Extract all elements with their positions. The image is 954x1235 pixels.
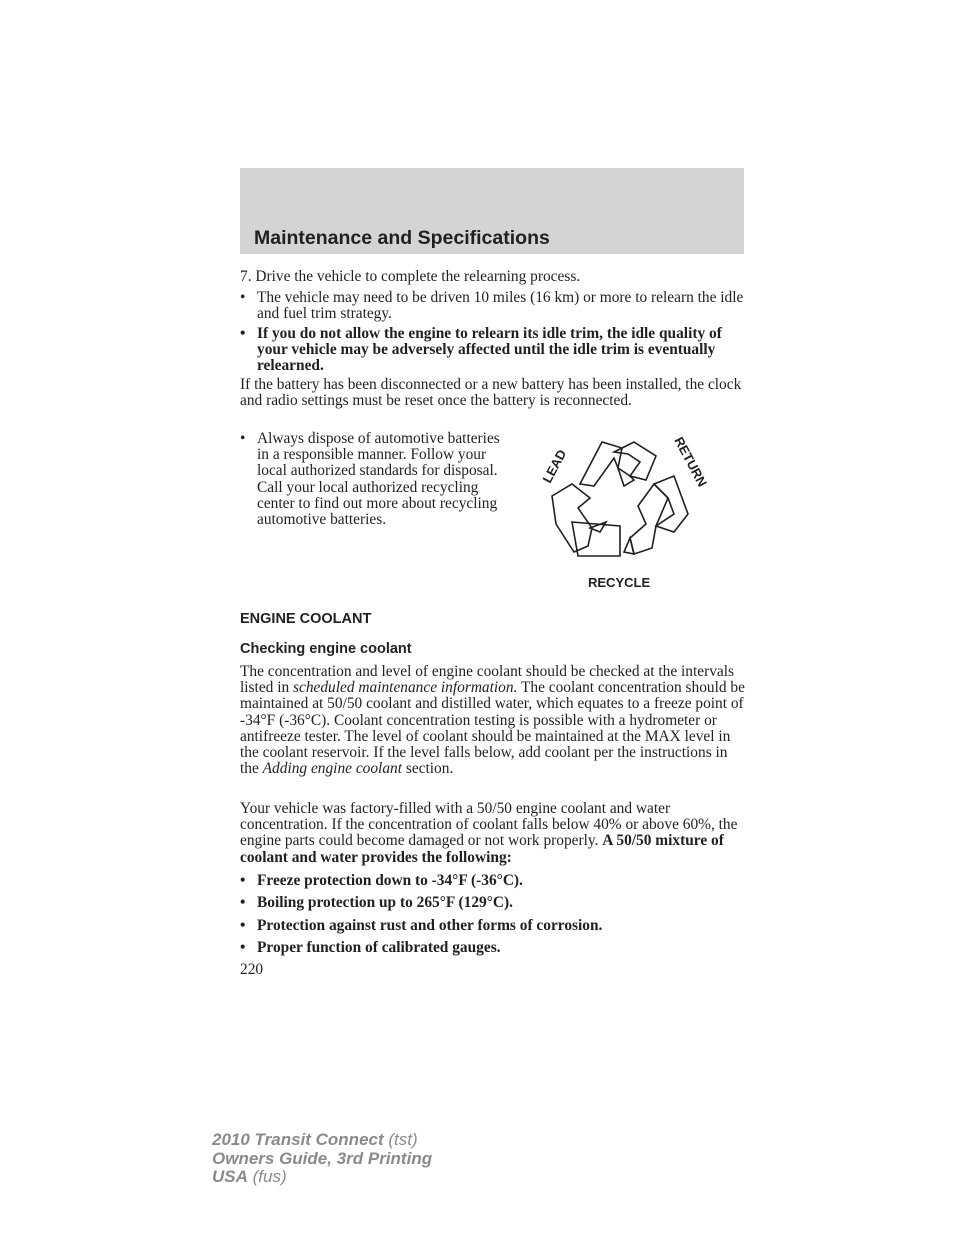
bullet-battery-disposal — [240, 431, 502, 528]
recycle-arrows-icon — [528, 428, 728, 598]
bullet-dot: • — [240, 430, 246, 447]
mixture-emphasis: A 50/50 mixture of coolant and water provides the following: — [240, 832, 724, 866]
footer-market: USA — [212, 1167, 248, 1186]
bullet-text: The vehicle may need to be driven 10 miles (16 km) or more to relearn the idle and fuel trim strategy. — [257, 289, 744, 323]
footer-guide: Owners Guide, 3rd Printing — [212, 1148, 433, 1168]
factory-fill-paragraph — [240, 801, 746, 866]
recycle-graphic — [528, 428, 728, 598]
bullet-text: Proper function of calibrated gauges. — [257, 939, 501, 956]
paragraph-text: The concentration and level of engine coolant should be checked at the intervals listed in — [240, 663, 735, 697]
footer-model: 2010 Transit Connect — [212, 1130, 384, 1149]
bullet-text: Always dispose of automotive batteries in a responsible manner. Follow your local authorized standards for disposal. Call your local authorized recycling center to find out more about recycling automotive batteries. — [257, 430, 500, 529]
bullet-relearn-distance — [240, 290, 746, 322]
paragraph-text: The coolant concentration should be maintained at 50/50 coolant and distilled water, which equates to a freeze point of -34°F (-36°C). Coolant concentration testing is possible with a hydrometer or antifreeze tester. The level of coolant should be maintained at the MAX level in the coolant reservoir. If the level falls below, add coolant per the instructions in the — [240, 679, 745, 778]
document-footer — [212, 1131, 432, 1187]
footer-market-code: (fus) — [252, 1167, 287, 1186]
recycle-label: RECYCLE — [588, 575, 651, 590]
bullet-dot: • — [240, 917, 246, 934]
bullet-text: Protection against rust and other forms of corrosion. — [257, 917, 603, 934]
footer-line-2 — [212, 1150, 432, 1169]
bullet-dot: • — [240, 289, 246, 306]
page-number: 220 — [240, 961, 264, 978]
bullet-dot: • — [240, 939, 246, 956]
bullet-gauge-function — [240, 940, 746, 956]
bullet-dot: • — [240, 325, 246, 342]
engine-coolant-heading: ENGINE COOLANT — [240, 611, 372, 627]
bullet-freeze-protection — [240, 873, 746, 889]
footer-line-1 — [212, 1131, 432, 1150]
section-title: Maintenance and Specifications — [254, 227, 550, 249]
bullet-dot: • — [240, 894, 246, 911]
return-label: RETURN — [671, 434, 711, 490]
checking-coolant-subheading: Checking engine coolant — [240, 641, 412, 657]
bullet-text: Boiling protection up to 265°F (129°C). — [257, 894, 513, 911]
footer-line-3 — [212, 1168, 432, 1187]
bullet-text: Freeze protection down to -34°F (-36°C). — [257, 872, 523, 889]
coolant-concentration-paragraph — [240, 664, 746, 777]
bullet-idle-trim-warning — [240, 326, 746, 375]
scheduled-maintenance-reference: scheduled maintenance information. — [293, 679, 518, 697]
bullet-text: If you do not allow the engine to relearn its idle trim, the idle quality of your vehicle may be adversely affected until the idle trim is eventually relearned. — [257, 325, 722, 375]
bullet-corrosion-protection — [240, 918, 746, 934]
paragraph-text: section. — [402, 760, 454, 778]
bullet-boiling-protection — [240, 895, 746, 911]
paragraph-text: Your vehicle was factory-filled with a 50/50 engine coolant and water concentration. If the concentration of coolant falls below 40% or above 60%, the engine parts could become damaged or not work properly. — [240, 800, 738, 850]
step-7-text: 7. Drive the vehicle to complete the relearning process. — [240, 268, 581, 285]
section-header-band — [240, 168, 744, 254]
adding-coolant-reference: Adding engine coolant — [262, 760, 402, 778]
bullet-dot: • — [240, 872, 246, 889]
battery-reset-paragraph: If the battery has been disconnected or a new battery has been installed, the clock and radio settings must be reset once the battery is reconnected. — [240, 376, 742, 410]
lead-label: LEAD — [539, 447, 570, 486]
footer-model-code: (tst) — [388, 1130, 418, 1149]
